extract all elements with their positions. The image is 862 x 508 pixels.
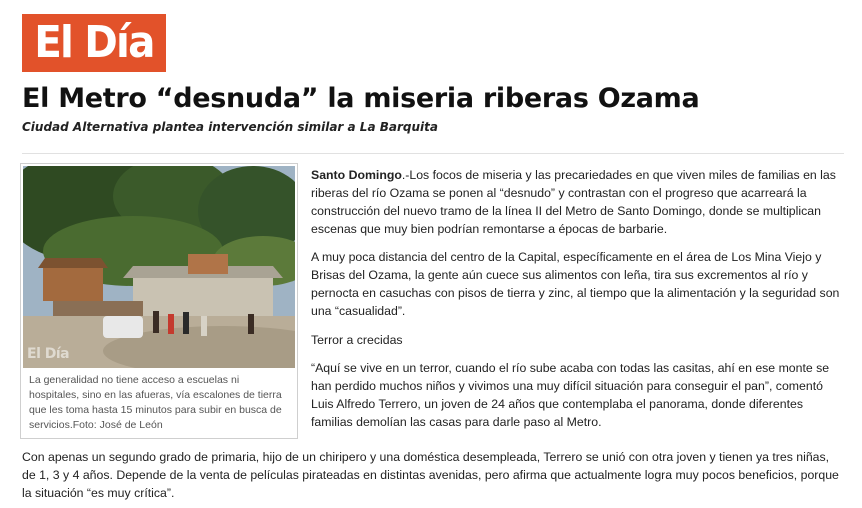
logo-text: El Día [34,17,154,68]
photo-illustration [23,166,295,368]
article-paragraph-3: “Aquí se vive en un terror, cuando el río sube acaba con todas las casitas, ahí en ese monte se han perdido muchos niños y vivimos una muy difícil situación para conseguir el pan”, comentó Luis Alfredo Terrero, un joven de 24 años que contemplaba el panorama, donde diferentes familias demolían las casas para darle paso al Metro. [311,361,830,429]
section-subheading: Terror a crecidas [311,333,403,347]
photo-person-2 [168,314,174,334]
article-headline: El Metro “desnuda” la miseria riberas Ozama [22,83,700,114]
header-divider [22,153,844,154]
photo-watermark: El Día [27,346,70,362]
article-paragraph-2: A muy poca distancia del centro de la Capital, específicamente en el área de Los Mina Viejo y Brisas del Ozama, la gente aún cuece sus alimentos con leña, tira sus excrementos al río y pernocta en casuchas con pisos de tierra y zinc, al tiempo que la alimentación y la seguridad son una “casualidad”. [311,250,840,318]
article-subheadline: Ciudad Alternativa plantea intervención similar a La Barquita [22,120,438,134]
el-dia-logo[interactable] [22,14,166,72]
photo-caption: La generalidad no tiene acceso a escuelas ni hospitales, sino en las afueras, vía escalones de tierra que les toma hasta 15 minutos para subir en busca de servicios.Foto: José de León [29,374,282,431]
article-paragraph-4: Con apenas un segundo grado de primaria, hijo de un chiripero y una doméstica desempleada, Terrero se unió con otra joven y tienen ya tres niñas, de 1, 3 y 4 años. Depende de la venta de películas pirateadas en distintas avenidas, pero afirma que actualmente logra muy pocos beneficios, porque la situación “es muy crítica”. [22,450,839,500]
paragraph-1-text: .-Los focos de miseria y las precariedades en que viven miles de familias en las riberas del río Ozama se ponen al “desnudo” y contrastan con el progreso que acarreará la construcción del nuevo tramo de la línea II del Metro de Santo Domingo, donde se multiplican escenas que muy bien podrían remontarse a épocas de barbarie. [311,168,836,236]
photo-car [103,316,143,338]
article-photo[interactable] [23,166,295,368]
photo-person-3 [183,312,189,334]
photo-roof-1 [38,258,108,268]
article-paragraph-1 [311,166,844,238]
dateline: Santo Domingo [311,168,402,182]
photo-person-1 [153,311,159,333]
photo-person-4 [201,316,207,336]
photo-shack-2 [133,276,273,316]
photo-shack-3 [188,254,228,274]
photo-person-5 [248,314,254,334]
photo-shack-1 [43,266,103,301]
article-figure [20,163,298,439]
